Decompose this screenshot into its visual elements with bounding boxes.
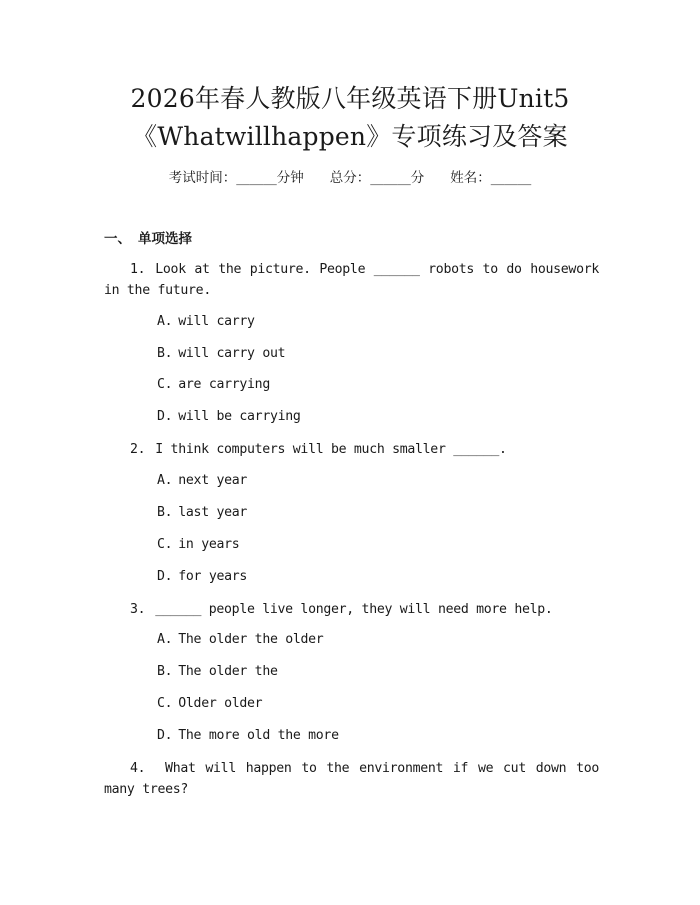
question-2-option-b xyxy=(157,503,247,523)
option-text: Older older xyxy=(178,696,263,711)
question-4 xyxy=(104,758,599,800)
exam-student-name: 姓名：______ xyxy=(450,170,532,186)
option-letter: D. xyxy=(157,569,173,584)
question-2-option-c xyxy=(157,535,239,555)
question-text: ______ people live longer, they will need more help. xyxy=(155,602,553,617)
question-3-option-c xyxy=(157,694,262,714)
exam-time: 考试时间：______分钟 xyxy=(168,170,304,186)
option-text: next year xyxy=(178,473,248,488)
option-letter: C. xyxy=(157,696,173,711)
option-letter: C. xyxy=(157,377,173,392)
question-text: Look at the picture. People ______ robots to do housework in the future. xyxy=(104,262,599,298)
option-text: The more old the more xyxy=(178,728,339,743)
option-letter: D. xyxy=(157,728,173,743)
option-letter: D. xyxy=(157,409,173,424)
question-1-option-a xyxy=(157,312,255,332)
option-letter: B. xyxy=(157,505,173,520)
question-3-option-b xyxy=(157,662,278,682)
section-title: 单项选择 xyxy=(138,231,192,247)
question-1-option-c xyxy=(157,375,270,395)
question-1-option-d xyxy=(157,407,301,427)
question-3-option-d xyxy=(157,726,339,746)
option-text: The older the xyxy=(178,664,278,679)
question-text: What will happen to the environment if we cut down too many trees? xyxy=(104,761,599,797)
option-letter: A. xyxy=(157,473,173,488)
option-letter: C. xyxy=(157,537,173,552)
question-3-option-a xyxy=(157,630,323,650)
option-text: will be carrying xyxy=(178,409,301,424)
question-number: 2. xyxy=(130,442,146,457)
option-letter: B. xyxy=(157,346,173,361)
question-number: 4. xyxy=(130,761,146,776)
question-1 xyxy=(104,259,599,301)
question-1-option-b xyxy=(157,344,285,364)
section-heading xyxy=(104,229,192,249)
option-text: last year xyxy=(178,505,248,520)
option-text: will carry xyxy=(178,314,255,329)
question-2 xyxy=(104,439,599,460)
option-letter: B. xyxy=(157,664,173,679)
question-number: 3. xyxy=(130,602,146,617)
option-text: The older the older xyxy=(178,632,324,647)
question-2-option-a xyxy=(157,471,247,491)
question-number: 1. xyxy=(130,262,146,277)
document-title-line-2: 《Whatwillhappen》专项练习及答案 xyxy=(132,122,568,151)
option-text: in years xyxy=(178,537,240,552)
option-letter: A. xyxy=(157,314,173,329)
option-text: for years xyxy=(178,569,248,584)
option-text: are carrying xyxy=(178,377,270,392)
question-2-option-d xyxy=(157,567,247,587)
question-text: I think computers will be much smaller ______. xyxy=(155,442,507,457)
option-text: will carry out xyxy=(178,346,286,361)
question-3 xyxy=(104,599,599,620)
option-letter: A. xyxy=(157,632,173,647)
exam-total-score: 总分：______分 xyxy=(329,170,425,186)
document-title-line-1: 2026年春人教版八年级英语下册Unit5 xyxy=(130,84,570,113)
exam-info xyxy=(0,168,700,188)
section-number: 一、 xyxy=(104,231,131,247)
